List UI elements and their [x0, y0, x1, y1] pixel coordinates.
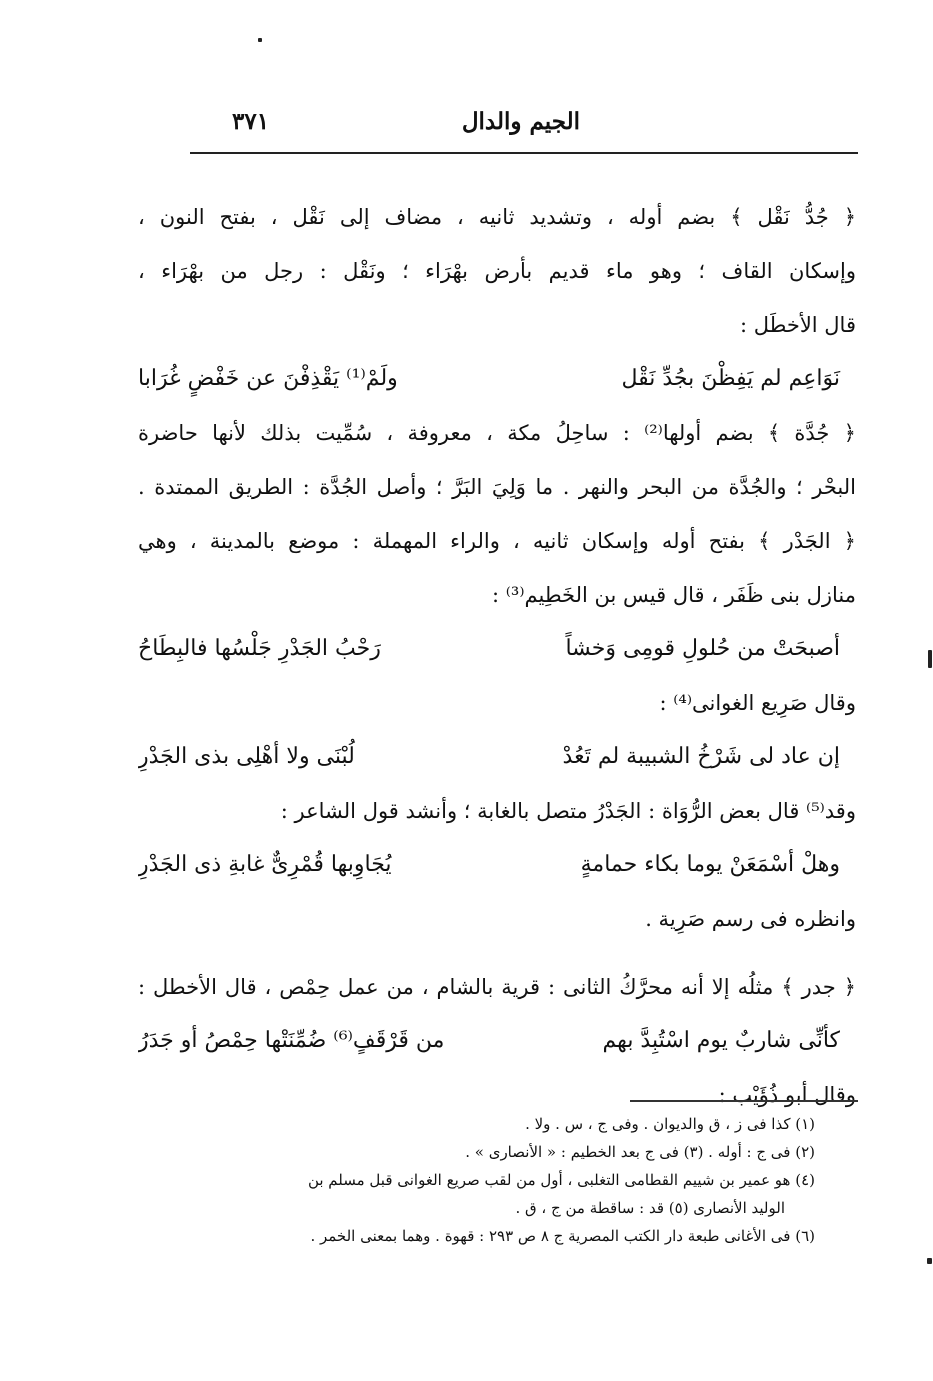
- main-text: [138, 190, 856, 1122]
- verse-second-hemistich: رَحْبُ الجَدْرِ جَلْسُها فالبِطَاحُ: [138, 636, 381, 661]
- scan-speck: [928, 650, 932, 668]
- text-line: ﴿ جُدَّة ﴾ بضم أولها⁽²⁾ : ساحِلُ مكة ، معروفة ، سُمِّيت بذلك لأنها حاضرة: [138, 421, 856, 445]
- verse-second-hemistich: يُجَاوِبها قُمْرِىٌّ غابةِ ذى الجَدْرِ: [138, 852, 392, 877]
- text-line: وإسكان القاف ؛ وهو ماء قديم بأرض بهْرَاء ؛ ونَقْل : رجل من بهْرَاء ،: [138, 259, 856, 283]
- verse-line: [138, 352, 856, 406]
- text-line: ﴿ جُدُّ نَقْل ﴾ بضم أوله ، وتشديد ثانيه ، مضاف إلى نَقْل ، بفتح النون ،: [138, 205, 856, 229]
- verse-second-hemistich: من قَرْقَفٍ⁽⁶⁾ ضُمِّنَتْها حِمْصُ أو جَدَرُ: [138, 1028, 445, 1053]
- footnote: (٦) فى الأغانى طبعة دار الكتب المصرية ج ٨ ص ٢٩٣ : قهوة . وهما بمعنى الخمر .: [310, 1227, 815, 1245]
- verse-first-hemistich: أصبحَتْ من حُلولِ قومِى وَخشاً: [565, 636, 840, 661]
- header-rule: [190, 152, 858, 154]
- text-line: وانظره فى رسم صَرِية .: [645, 907, 856, 931]
- text-line: وقد⁽⁵⁾ قال بعض الرُّوَاة : الجَدْرُ متصل بالغابة ؛ وأنشد قول الشاعر :: [280, 799, 856, 823]
- verse-line: [138, 622, 856, 676]
- text-line: قال الأخطَل :: [739, 313, 856, 337]
- verse-line: [138, 730, 856, 784]
- footnote: (٤) هو عمير بن شييم القطامى التغلبى ، أول من لقب صريع الغوانى قبل مسلم بن: [307, 1171, 815, 1189]
- verse-line: [138, 1014, 856, 1068]
- footnote: (٢) فى ج : أوله . (٣) فى ج بعد الخطيم : « الأنصارى » .: [465, 1143, 815, 1161]
- scan-speck: [927, 1258, 932, 1264]
- verse-second-hemistich: ولَمْ⁽¹⁾ يَقْذِفْنَ عن خَفْضٍ غُرَابا: [138, 366, 398, 391]
- text-line: ﴿ الجَدْر ﴾ بفتح أوله وإسكان ثانيه ، والراء المهملة : موضع بالمدينة ، وهي: [138, 529, 856, 553]
- footnotes: [195, 1110, 815, 1250]
- text-line: وقال صَرِيع الغوانى⁽⁴⁾ :: [659, 691, 856, 715]
- verse-first-hemistich: إن عاد لى شَرْخُ الشبيبة لم تَعُدْ: [562, 744, 840, 769]
- text-line: منازل بنى ظَفَر ، قال قيس بن الخَطِيم⁽³⁾ :: [492, 583, 856, 607]
- verse-first-hemistich: وهلْ أسْمَعَنْ يوما بكاء حمامةٍ: [580, 852, 840, 877]
- footnote: (١) كذا فى ز ، ق والديوان . وفى ج ، س . ولا .: [525, 1115, 815, 1133]
- verse-second-hemistich: لُبْنَى ولا أهْلِى بذى الجَدْرِ: [138, 744, 355, 769]
- footnote-rule: [630, 1100, 858, 1102]
- verse-first-hemistich: نَوَاعِم لم يَفِظْنَ بجُدِّ نَقْل: [621, 366, 840, 391]
- page-header: [190, 108, 858, 148]
- verse-first-hemistich: كأنِّى شاربٌ يوم اسْتُبِدَّ بهم: [602, 1028, 840, 1053]
- footnote: الوليد الأنصارى (٥) قد : ساقطة من ج ، ق .: [515, 1199, 785, 1217]
- text-line: وقال أبو ذُؤَيْب :: [718, 1083, 856, 1107]
- running-head: الجيم والدال: [461, 108, 580, 135]
- page-number: ٣٧١: [232, 108, 270, 135]
- text-line: ﴿ جدر ﴾ مثلُه إلا أنه محرَّكُ الثانى : قرية بالشام ، من عمل حِمْص ، قال الأخطل :: [138, 975, 856, 999]
- scan-speck: [258, 38, 262, 42]
- text-line: البحْر ؛ والجُدَّة من البحر والنهر . ما وَلِيَ البَرَّ ؛ وأصل الجُدَّة : الطريق الممتدة .: [138, 475, 856, 499]
- verse-line: [138, 838, 856, 892]
